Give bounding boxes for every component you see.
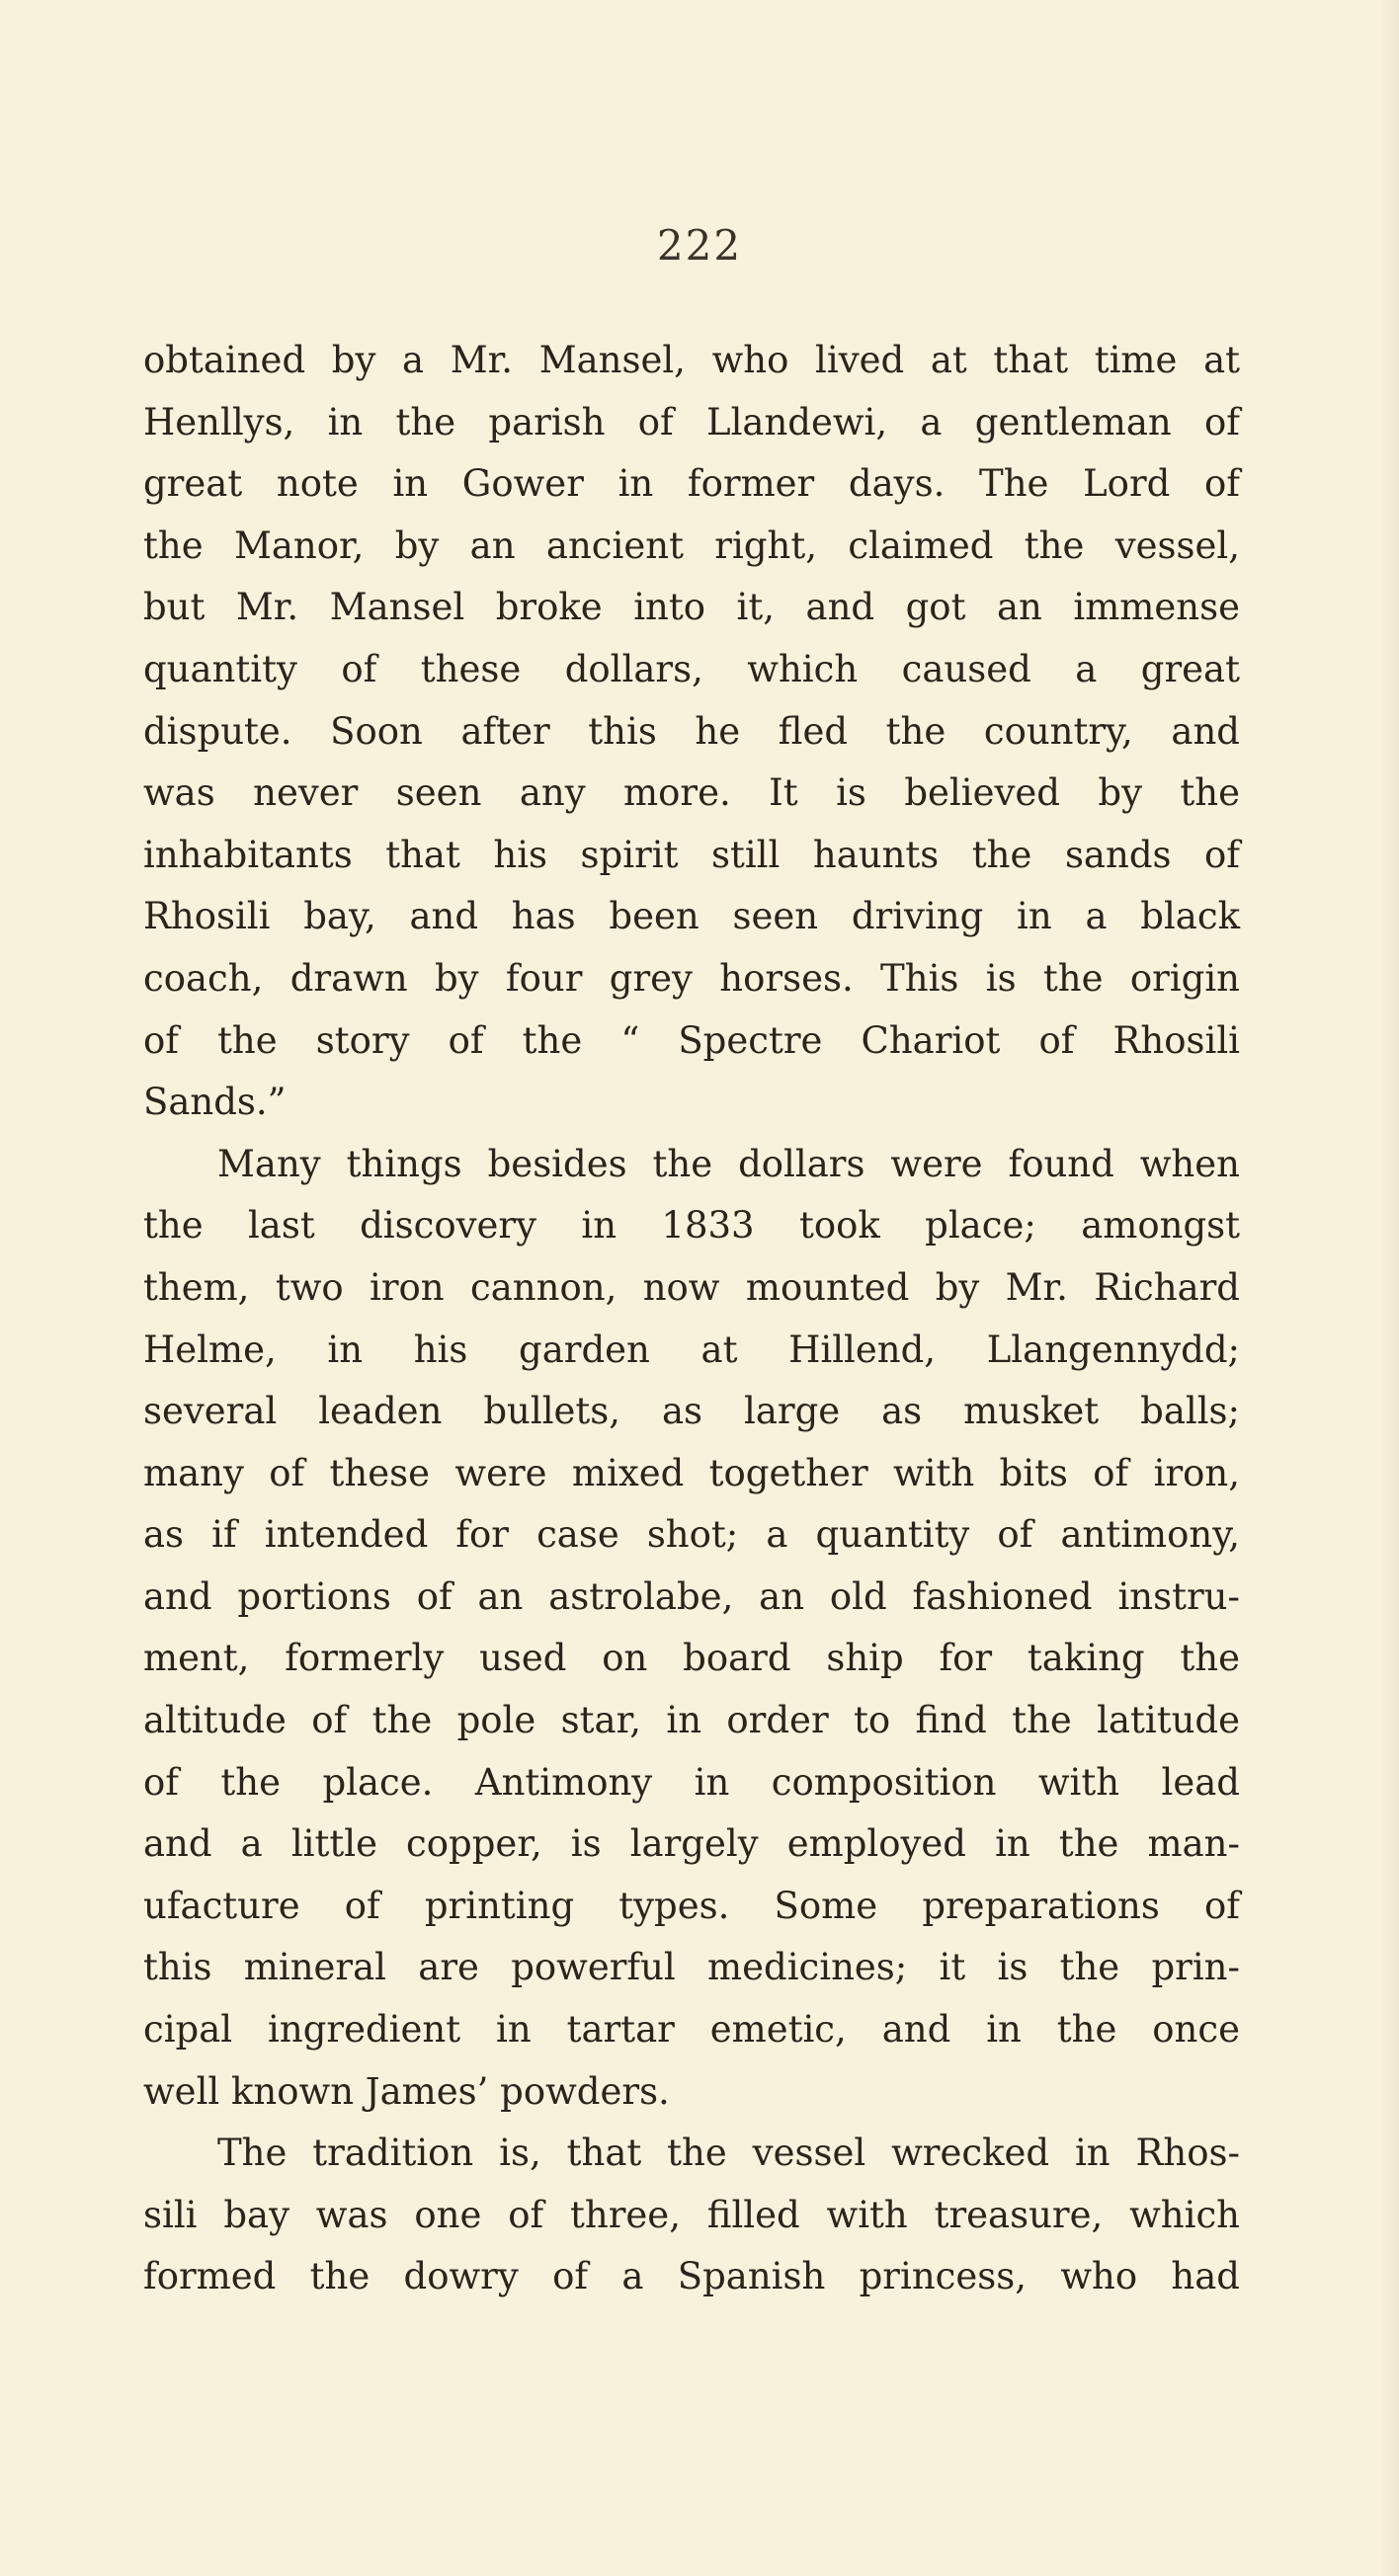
text-line: of the story of the “ Spectre Chariot of Rhosili bbox=[143, 1018, 1240, 1062]
text-line: dispute. Soon after this he fled the country, and bbox=[143, 709, 1240, 753]
text-line: quantity of these dollars, which caused a great bbox=[143, 647, 1240, 690]
text-line: the Manor, by an ancient right, claimed the vessel, bbox=[143, 523, 1240, 567]
text-line: them, two iron cannon, now mounted by Mr. Richard bbox=[143, 1265, 1240, 1309]
text-line: Many things besides the dollars were found when bbox=[217, 1142, 1240, 1185]
text-line: sili bay was one of three, filled with treasure, which bbox=[143, 2193, 1240, 2236]
text-line: formed the dowry of a Spanish princess, who had bbox=[143, 2255, 1240, 2298]
text-line: well known James’ powders. bbox=[143, 2069, 670, 2113]
text-line: obtained by a Mr. Mansel, who lived at that time at bbox=[143, 339, 1240, 381]
text-line: Henllys, in the parish of Llandewi, a gentleman of bbox=[143, 400, 1240, 443]
text-line: great note in Gower in former days. The Lord of bbox=[143, 462, 1240, 506]
text-line: many of these were mixed together with bits of iron, bbox=[143, 1451, 1240, 1494]
text-line: inhabitants that his spirit still haunts the sands of bbox=[143, 833, 1240, 876]
text-line: of the place. Antimony in composition with lead bbox=[143, 1760, 1240, 1804]
page-number: 222 bbox=[656, 221, 743, 270]
text-line: cipal ingredient in tartar emetic, and in the once bbox=[143, 2008, 1240, 2052]
text-line: as if intended for case shot; a quantity of antimony, bbox=[143, 1513, 1240, 1557]
text-line: the last discovery in 1833 took place; amongst bbox=[143, 1204, 1240, 1248]
page-edge-shadow bbox=[1381, 0, 1399, 2576]
text-line: ufacture of printing types. Some preparations of bbox=[143, 1884, 1240, 1927]
text-line: Rhosili bay, and has been seen driving in a black bbox=[143, 895, 1240, 938]
text-line: Sands.” bbox=[143, 1081, 287, 1124]
text-line: was never seen any more. It is believed by the bbox=[143, 771, 1240, 815]
text-line: coach, drawn by four grey horses. This is the origin bbox=[143, 956, 1240, 1000]
text-line: Helme, in his garden at Hillend, Llangennydd; bbox=[143, 1328, 1240, 1371]
text-line: this mineral are powerful medicines; it is the prin- bbox=[143, 1946, 1240, 1989]
text-line: several leaden bullets, as large as musket balls; bbox=[143, 1390, 1240, 1433]
text-line: and portions of an astrolabe, an old fashioned instru- bbox=[143, 1574, 1240, 1618]
text-line: and a little copper, is largely employed in the man- bbox=[143, 1822, 1240, 1866]
text-line: ment, formerly used on board ship for taking the bbox=[143, 1637, 1240, 1680]
text-line: but Mr. Mansel broke into it, and got an immense bbox=[143, 586, 1240, 629]
text-line: The tradition is, that the vessel wrecked in Rhos- bbox=[217, 2132, 1240, 2175]
body-text bbox=[143, 330, 1240, 2308]
text-line: altitude of the pole star, in order to find the latitude bbox=[143, 1699, 1240, 1742]
